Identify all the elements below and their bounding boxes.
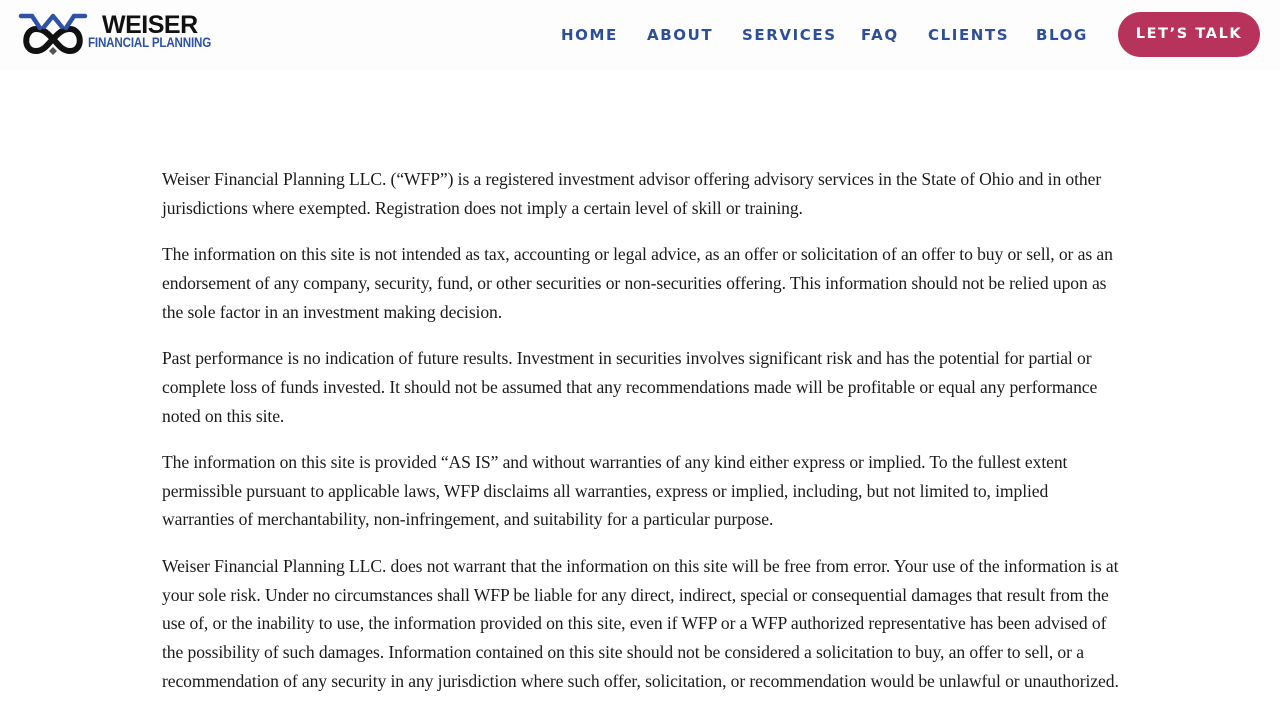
lets-talk-button[interactable]: LET’S TALK (1118, 12, 1260, 57)
site-logo[interactable] (18, 11, 212, 59)
disclaimer-paragraph: The information on this site is not intended as tax, accounting or legal advice, as an offer or solicitation of an offer to buy or sell, or as an endorsement of any company, security, fund, or other securities or non-securities offering. This information should not be relied upon as the sole factor in an investment making decision. (162, 244, 1113, 322)
disclaimer-paragraph: Weiser Financial Planning LLC. does not warrant that the information on this site will be free from error. Your use of the information is at your sole risk. Under no circumstances shall WFP be liable for any direct, indirect, special or consequential damages that result from the use of, or the inability to use, the information provided on this site, even if WFP or a WFP authorized representative has been advised of the possibility of such damages. Information contained on this site should not be considered a solicitation to buy, an offer to sell, or a recommendation of any security in any jurisdiction where such offer, solicitation, or recommendation would be unlawful or unauthorized. (162, 555, 1119, 691)
nav-clients[interactable]: CLIENTS (928, 26, 1010, 44)
disclaimer-paragraph: Past performance is no indication of future results. Investment in securities involves significant risk and has the potential for partial or complete loss of funds invested. It should not be assumed that any recommendations made will be profitable or equal any performance noted on this site. (162, 347, 1098, 426)
wfp-infinity-logo-icon (18, 11, 88, 59)
disclaimer-content (162, 165, 1122, 713)
nav-services[interactable]: SERVICES (742, 26, 837, 44)
nav-home[interactable]: HOME (561, 26, 618, 44)
logo-subtitle: FINANCIAL PLANNING (88, 35, 212, 50)
disclaimer-paragraph: Weiser Financial Planning LLC. (“WFP”) is a registered investment advisor offering advisory services in the State of Ohio and in other jurisdictions where exempted. Registration does not imply a certain level of skill or training. (162, 169, 1102, 218)
disclaimer-paragraph: The information on this site is provided “AS IS” and without warranties of any kind either express or implied. To the fullest extent permissible pursuant to applicable laws, WFP disclaims all warranties, express or implied, including, but not limited to, implied warranties of merchantability, non-infringement, and suitability for a particular purpose. (162, 451, 1068, 530)
site-header (0, 0, 1280, 70)
nav-about[interactable]: ABOUT (647, 26, 714, 44)
nav-faq[interactable]: FAQ (861, 26, 899, 44)
logo-wordmark: WEISER (102, 11, 198, 39)
nav-blog[interactable]: BLOG (1036, 26, 1088, 44)
